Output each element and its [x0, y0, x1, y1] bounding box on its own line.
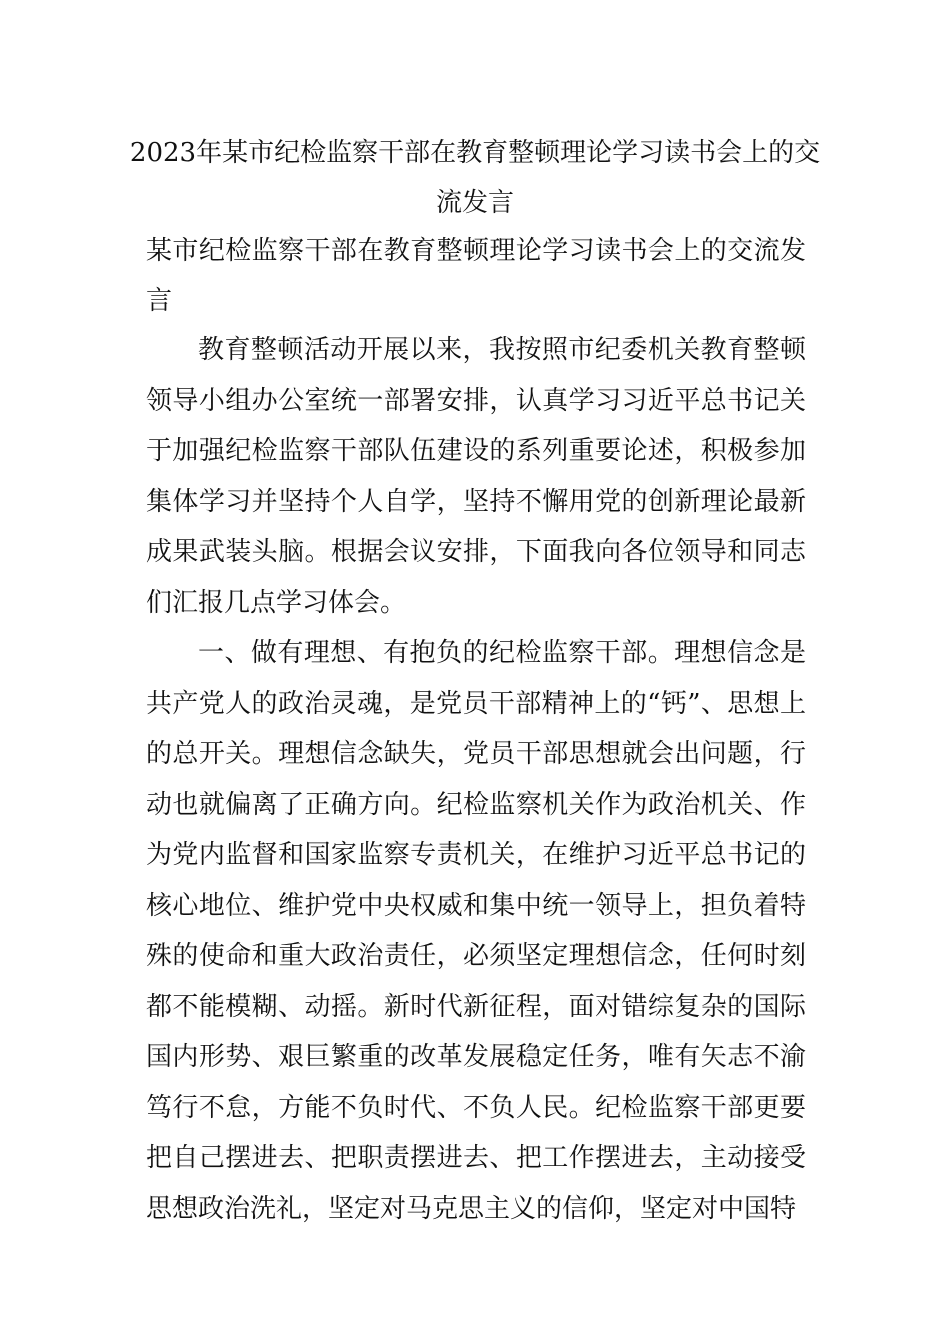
- paragraph-section-one: 一、做有理想、有抱负的纪检监察干部。理想信念是共产党人的政治灵魂，是党员干部精神上的“钙”、思想上的总开关。理想信念缺失，党员干部思想就会出问题，行动也就偏离了正确方向。纪检监察机关作为政治机关、作为党内监督和国家监察专责机关，在维护习近平总书记的核心地位、维护党中央权威和集中统一领导上，担负着特殊的使命和重大政治责任，必须坚定理想信念，任何时刻都不能模糊、动摇。新时代新征程，面对错综复杂的国际国内形势、艰巨繁重的改革发展稳定任务，唯有矢志不渝笃行不怠，方能不负时代、不负人民。纪检监察干部更要把自己摆进去、把职责摆进去、把工作摆进去，主动接受思想政治洗礼，坚定对马克思主义的信仰，坚定对中国特: [146, 638, 806, 1224]
- paragraph-intro: 教育整顿活动开展以来，我按照市纪委机关教育整顿领导小组办公室统一部署安排，认真学习习近平总书记关于加强纪检监察干部队伍建设的系列重要论述，积极参加集体学习并坚持个人自学，坚持不懈用党的创新理论最新成果武装头脑。根据会议安排，下面我向各位领导和同志们汇报几点学习体会。: [146, 335, 806, 618]
- document-title: 2023年某市纪检监察干部在教育整顿理论学习读书会上的交流发言: [129, 138, 821, 218]
- document-body: [146, 325, 806, 1234]
- document-subtitle: 某市纪检监察干部在教育整顿理论学习读书会上的交流发言: [146, 236, 806, 316]
